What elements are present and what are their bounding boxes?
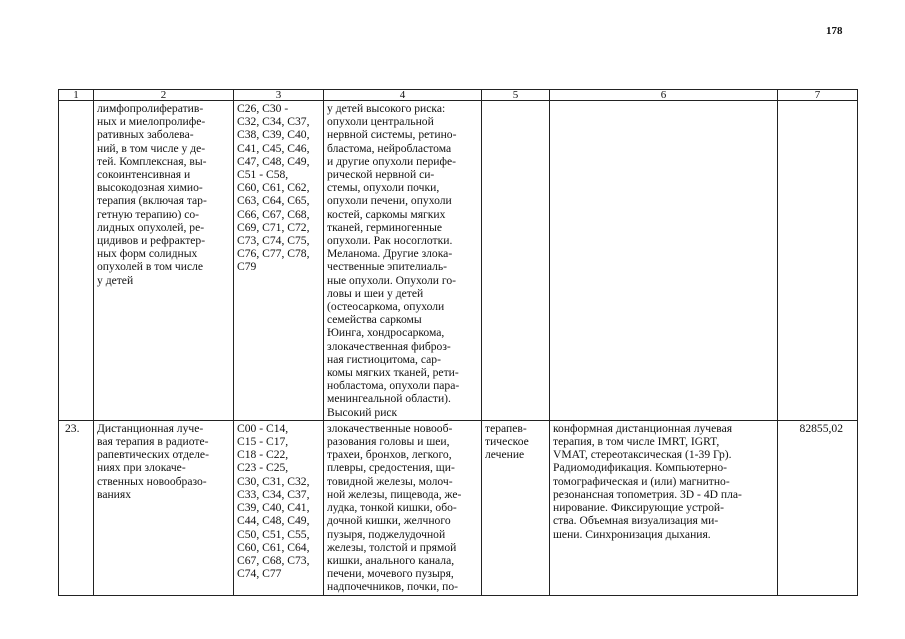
- column-header: 6: [550, 90, 778, 101]
- table-row: [59, 101, 858, 421]
- services-table: [58, 89, 858, 596]
- column-header: 5: [482, 90, 550, 101]
- patient-model-cell: у детей высокого риска: опухоли центральной нервной системы, ретино- бластома, нейробластома и другие опухоли перифе- рической нервной си- стемы, опухоли почки, опухоли печени, опухоли костей, саркомы мягких тканей, герминогенные опухоли. Рак носоглотки. Меланома. Другие злока- чественные эпителиаль- ные опухоли. Опухоли го- ловы и шеи у детей (остеосаркома, опухоли семейства саркомы Юинга, хондросаркома, злокачественная фиброз- ная гистиоцитома, сар- комы мягких тканей, рети- нобластома, опухоли пара- менингеальной области). Высокий риск: [324, 101, 482, 421]
- column-header: 1: [59, 90, 94, 101]
- column-header: 7: [778, 90, 858, 101]
- diagnosis-codes-cell: С00 - С14, С15 - С17, С18 - С22, С23 - С25, С30, С31, С32, С33, С34, С37, С39, С40, С41, С44, С48, С49, С50, С51, С55, С60, С61, С64, С67, С68, С73, С74, С77: [234, 420, 324, 595]
- treatment-type-cell: [482, 101, 550, 421]
- table-header-row: [59, 90, 858, 101]
- price-cell: 82855,02: [778, 420, 858, 595]
- row-number-cell: [59, 101, 94, 421]
- treatment-type-cell: терапев- тическое лечение: [482, 420, 550, 595]
- patient-model-cell: злокачественные новооб- разования головы и шеи, трахеи, бронхов, легкого, плевры, средостения, щи- товидной железы, молоч- ной железы, пищевода, же- лудка, тонкой кишки, обо- дочной кишки, желчного пузыря, поджелудочной железы, толстой и прямой кишки, анального канала, печени, мочевого пузыря, надпочечников, почки, по-: [324, 420, 482, 595]
- treatment-method-cell: [550, 101, 778, 421]
- page-number: 178: [826, 25, 843, 37]
- treatment-method-cell: конформная дистанционная лучевая терапия, в том числе IMRT, IGRT, VMAT, стереотаксическая (1-39 Гр). Радиомодификация. Компьютерно- томографическая и (или) магнитно- резонансная топометрия. 3D - 4D пла- нирование. Фиксирующие устрой- ства. Объемная визуализация ми- шени. Синхронизация дыхания.: [550, 420, 778, 595]
- table-row: [59, 420, 858, 595]
- diagnosis-codes-cell: С26, С30 - С32, С34, С37, С38, С39, С40, С41, С45, С46, С47, С48, С49, С51 - С58, С60, С61, С62, С63, С64, С65, С66, С67, С68, С69, С71, С72, С73, С74, С75, С76, С77, С78, С79: [234, 101, 324, 421]
- column-header: 4: [324, 90, 482, 101]
- service-name-cell: Дистанционная луче- вая терапия в радиоте- рапевтических отделе- ниях при злокаче- ственных новообразо- ваниях: [94, 420, 234, 595]
- price-cell: [778, 101, 858, 421]
- row-number-cell: 23.: [59, 420, 94, 595]
- service-name-cell: лимфопролифератив- ных и миелопролифе- ративных заболева- ний, в том числе у де- тей. Комплексная, вы- сокоинтенсивная и высокодозная химио- терапия (включая тар- гетную терапию) со- лидных опухолей, ре- цидивов и рефрактер- ных форм солидных опухолей в том числе у детей: [94, 101, 234, 421]
- column-header: 2: [94, 90, 234, 101]
- column-header: 3: [234, 90, 324, 101]
